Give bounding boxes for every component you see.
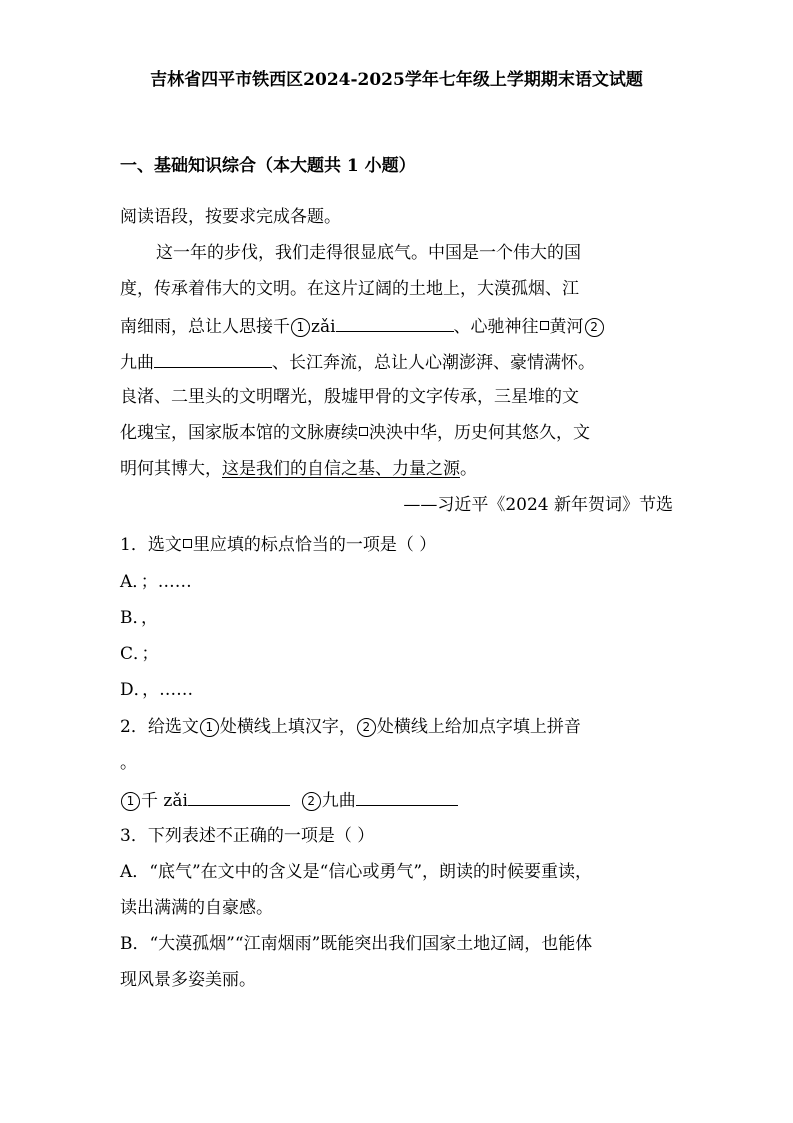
passage-text: 、长江奔流，总让人心潮澎湃、豪情满怀。: [272, 353, 595, 373]
passage-source: ——习近平《2024 新年贺词》节选: [403, 495, 673, 515]
pinyin-hint: zǎi: [311, 317, 336, 337]
question-2-stem-end: 。: [120, 753, 137, 773]
section-heading: 一、基础知识综合（本大题共 1 小题）: [120, 156, 416, 176]
exam-title: 吉林省四平市铁西区2024-2025学年七年级上学期期末语文试题: [150, 70, 643, 90]
passage-text: 。: [460, 459, 477, 479]
passage-line-4: [120, 349, 595, 375]
answer-blank-1[interactable]: [188, 787, 290, 806]
circled-number-2: 2: [302, 792, 321, 811]
passage-line-5: 良渚、二里头的文明曙光，殷墟甲骨的文字传承，三星堆的文: [120, 387, 579, 407]
question-text: 里应填的标点恰当的一项是（ ）: [192, 535, 437, 555]
question-1-option-a[interactable]: A．；……: [120, 572, 192, 592]
question-1-option-c[interactable]: C．；: [120, 644, 159, 664]
passage-text: 化瑰宝，国家版本馆的文脉赓续: [120, 423, 358, 443]
question-3-option-b-line-2[interactable]: 现风景多姿美丽。: [120, 970, 256, 990]
question-1-option-d[interactable]: D．，……: [120, 680, 194, 700]
passage-text: 九曲: [120, 353, 154, 373]
circled-number-1: 1: [200, 718, 219, 737]
question-text: 2．给选文: [120, 717, 199, 737]
question-1-stem: [120, 533, 436, 557]
passage-text: 泱泱中华，历史何其悠久，文: [369, 423, 590, 443]
circled-number-2: 2: [357, 718, 376, 737]
passage-text: 黄河: [549, 317, 584, 337]
question-3-option-a-line-1[interactable]: A．“底气”在文中的含义是“信心或勇气”，朗读的时候要重读，: [120, 862, 593, 882]
passage-line-1: 这一年的步伐，我们走得很显底气。中国是一个伟大的国: [156, 243, 581, 263]
question-3-option-b-line-1[interactable]: B．“大漠孤烟”“江南烟雨”既能突出我们国家土地辽阔，也能体: [120, 934, 593, 954]
punctuation-box-1[interactable]: [540, 321, 549, 330]
fill-blank-2[interactable]: [154, 349, 272, 368]
question-2-stem: [120, 715, 581, 739]
circled-number-2: 2: [585, 318, 604, 337]
question-text: 1．选文: [120, 535, 182, 555]
answer-blank-2[interactable]: [356, 787, 458, 806]
reading-instruction: 阅读语段，按要求完成各题。: [120, 207, 341, 227]
passage-text: 明何其博大，: [120, 459, 222, 479]
passage-line-3: [120, 313, 605, 339]
circled-number-1: 1: [291, 318, 310, 337]
answer-label-1: 千 zǎi: [141, 791, 188, 811]
question-3-option-a-line-2[interactable]: 读出满满的自豪感。: [120, 898, 273, 918]
question-2-answers: [120, 787, 458, 813]
passage-line-2: 度，传承着伟大的文明。在这片辽阔的土地上，大漠孤烟、江: [120, 279, 579, 299]
passage-text: 南细雨，总让人思接千: [120, 317, 290, 337]
underlined-sentence: 这是我们的自信之基、力量之源: [222, 459, 460, 479]
passage-text: 、心驰神往: [453, 317, 539, 337]
fill-blank-1[interactable]: [336, 313, 454, 332]
question-1-option-b[interactable]: B．，: [120, 608, 158, 628]
punctuation-box-icon: [183, 539, 192, 548]
punctuation-box-2[interactable]: [359, 427, 368, 436]
passage-line-6: [120, 421, 590, 445]
circled-number-1: 1: [121, 792, 140, 811]
question-text: 处横线上填汉字，: [219, 717, 356, 737]
question-3-stem: 3．下列表述不正确的一项是（ ）: [120, 826, 375, 846]
question-text: 处横线上给加点字填上拼音: [376, 717, 581, 737]
passage-line-7: [120, 457, 477, 481]
answer-label-2: 九曲: [321, 791, 356, 811]
